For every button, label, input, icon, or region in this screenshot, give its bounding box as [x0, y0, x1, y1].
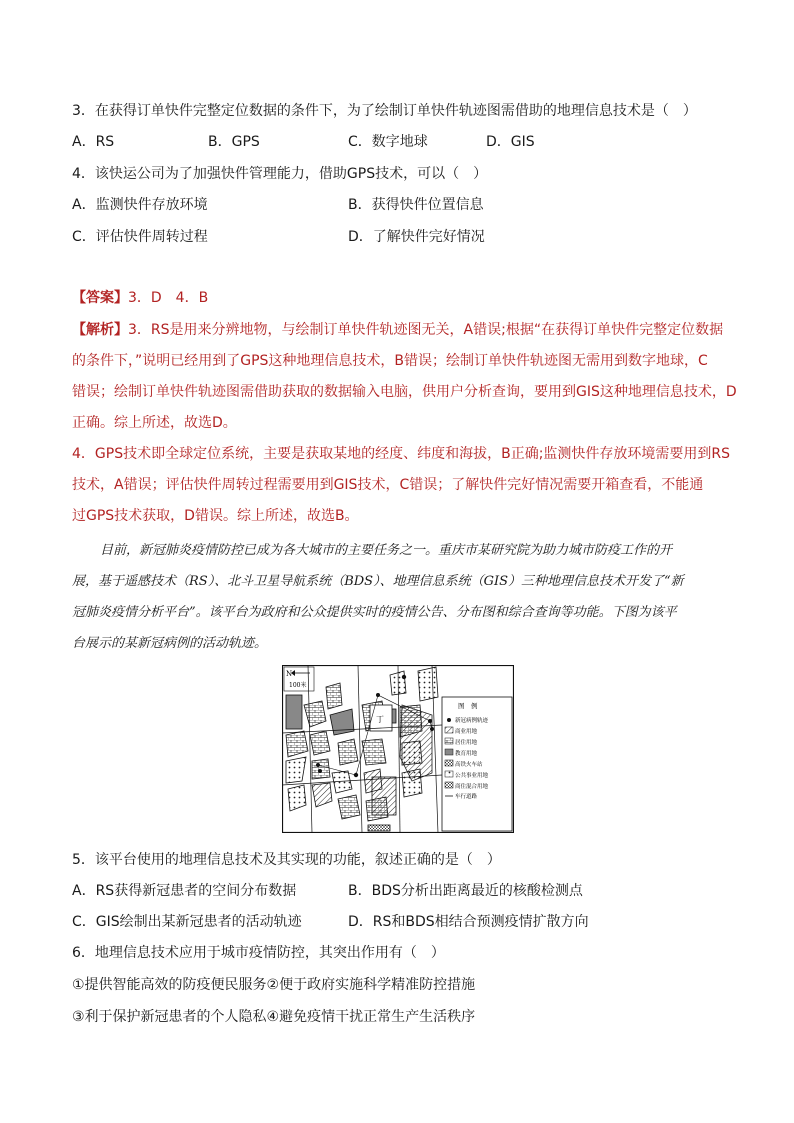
building-label: 丁 — [376, 715, 384, 724]
option-c: C．GIS绘制出某新冠患者的活动轨迹 — [72, 914, 302, 930]
analysis-label: 【解析】 — [72, 322, 128, 338]
analysis-text-line: 的条件下，”说明已经用到了GPS这种地理信息技术，B错误；绘制订单快件轨迹图无需用到数字地球，C — [72, 353, 708, 369]
passage-line: 台展示的某新冠病例的活动轨迹。 — [72, 636, 268, 651]
analysis-text-line: 技术，A错误；评估快件周转过程需要用到GIS技术，C错误；了解快件完好情况需要开箱查看，不能通 — [72, 477, 704, 493]
legend-item: 商业用地 — [455, 729, 478, 735]
north-label: N — [286, 670, 293, 678]
question-3-options — [72, 132, 732, 152]
legend-swatch-public-utility — [445, 771, 453, 777]
question-3-stem: 3．在获得订单快件完整定位数据的条件下，为了绘制订单快件轨迹图需借助的地理信息技术是（ ） — [72, 103, 697, 119]
legend-item: 车行道路 — [455, 794, 478, 800]
legend-swatch-railway-station — [445, 760, 453, 766]
question-5-options-row-1 — [72, 881, 732, 901]
question-6-items-2: ③利于保护新冠患者的个人隐私④避免疫情干扰正常生产生活秩序 — [72, 1009, 476, 1025]
question-4-options-row-2 — [72, 227, 732, 247]
legend-swatch-commercial — [445, 727, 453, 733]
option-d: D．GIS — [486, 134, 535, 150]
question-4-stem: 4．该快运公司为了加强快件管理能力，借助GPS技术，可以（ ） — [72, 166, 488, 182]
question-5-stem: 5．该平台使用的地理信息技术及其实现的功能，叙述正确的是（ ） — [72, 852, 501, 868]
legend — [442, 697, 512, 831]
question-6-items-1: ①提供智能高效的防疫便民服务②便于政府实施科学精准防控措施 — [72, 977, 476, 993]
scale-label: 100米 — [289, 682, 307, 689]
legend-item: 居住用地 — [455, 740, 478, 746]
legend-item: 公共事业用地 — [455, 773, 489, 779]
analysis-text-line: 错误；绘制订单快件轨迹图需借助获取的数据输入电脑，供用户分析查询，要用到GIS这种地理信息技术，D — [72, 384, 737, 400]
answer-text: 3．D 4．B — [128, 290, 209, 306]
analysis-line — [72, 320, 723, 340]
option-b: B．GPS — [208, 134, 260, 150]
option-c: C．数字地球 — [348, 134, 428, 150]
passage-line: 目前，新冠肺炎疫情防控已成为各大城市的主要任务之一。重庆市某研究院为助力城市防疫工作的开 — [100, 543, 673, 558]
option-b: B．BDS分析出距离最近的核酸检测点 — [348, 883, 583, 899]
answer-label: 【答案】 — [72, 290, 128, 306]
option-a: A．监测快件存放环境 — [72, 197, 208, 213]
trajectory-map-figure — [282, 665, 514, 833]
legend-item: 新冠病例轨迹 — [455, 718, 489, 724]
analysis-text-line: 正确。综上所述，故选D。 — [72, 415, 237, 431]
legend-title: 图 例 — [458, 702, 478, 710]
legend-item: 商住混合用地 — [455, 784, 489, 790]
legend-item: 教育用地 — [455, 751, 478, 757]
legend-swatch-residential — [445, 738, 453, 744]
question-5-options-row-2 — [72, 912, 732, 932]
option-b: B．获得快件位置信息 — [348, 197, 484, 213]
question-6-stem: 6．地理信息技术应用于城市疫情防控，其突出作用有（ ） — [72, 945, 445, 961]
analysis-text-line: 3．RS是用来分辨地物，与绘制订单快件轨迹图无关，A错误;根据“在获得订单快件完整定位数据 — [128, 322, 724, 338]
legend-swatch-trajectory — [447, 718, 451, 722]
option-d: D．了解快件完好情况 — [348, 229, 485, 245]
legend-item: 高铁火车站 — [455, 762, 483, 768]
legend-swatch-education — [445, 749, 453, 755]
legend-swatch-mixed-use — [445, 782, 453, 788]
question-4-options-row-1 — [72, 195, 732, 215]
answer-line — [72, 288, 208, 308]
passage-line: 展，基于遥感技术（RS）、北斗卫星导航系统（BDS）、地理信息系统（GIS）三种地理信息技术开发了“新 — [72, 574, 684, 589]
analysis-text-line: 4．GPS技术即全球定位系统，主要是获取某地的经度、纬度和海拔，B正确;监测快件存放环境需要用到RS — [72, 446, 731, 462]
option-d: D．RS和BDS相结合预测疫情扩散方向 — [348, 914, 589, 930]
passage-line: 冠肺炎疫情分析平台”。该平台为政府和公众提供实时的疫情公告、分布图和综合查询等功能。下图为该平 — [72, 605, 677, 620]
option-a: A．RS — [72, 134, 115, 150]
option-c: C．评估快件周转过程 — [72, 229, 208, 245]
option-a: A．RS获得新冠患者的空间分布数据 — [72, 883, 297, 899]
analysis-text-line: 过GPS技术获取，D错误。综上所述，故选B。 — [72, 508, 359, 524]
